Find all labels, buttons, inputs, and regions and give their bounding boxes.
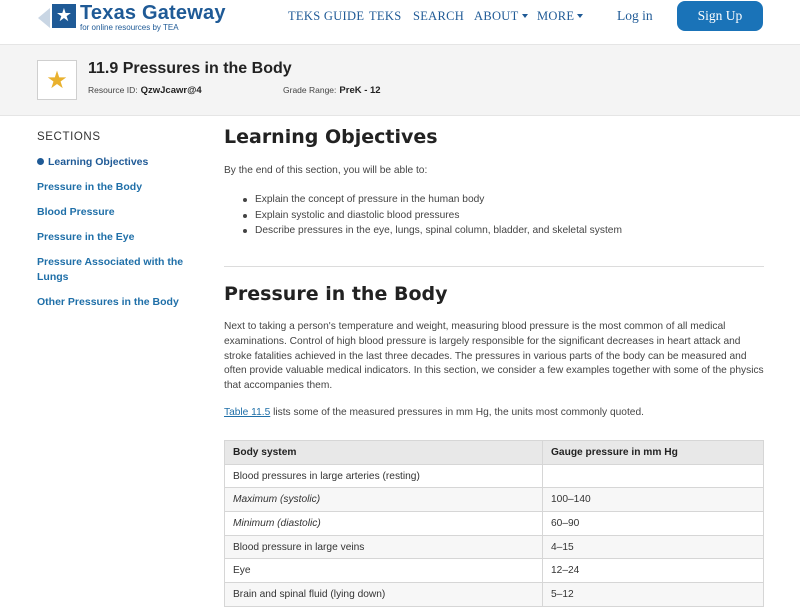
sidebar-item-other-pressures[interactable] (37, 295, 197, 310)
signup-button[interactable]: Sign Up (677, 1, 763, 31)
sidebar-item-blood-pressure[interactable] (37, 205, 197, 220)
active-bullet-icon (37, 158, 44, 165)
chevron-down-icon (577, 14, 583, 18)
sidebar-item-label: Pressure in the Body (37, 181, 143, 193)
list-item: Explain the concept of pressure in the human body (255, 192, 795, 208)
chevron-down-icon (522, 14, 528, 18)
sidebar-item-pressure-in-the-eye[interactable] (37, 230, 197, 245)
table-cell-value: 60–90 (543, 512, 764, 536)
top-navigation-bar (0, 0, 800, 44)
table-row (225, 559, 764, 583)
sidebar-item-pressure-lungs[interactable] (37, 255, 192, 285)
nav-label: MORE (537, 9, 575, 23)
table-cell-value: 12–24 (543, 559, 764, 583)
texas-gateway-logo[interactable] (48, 2, 228, 34)
nav-teks[interactable] (369, 9, 401, 24)
table-row (225, 488, 764, 512)
table-reference-text (224, 406, 764, 421)
table-cell-system: Minimum (diastolic) (225, 512, 543, 536)
nav-teks-guide[interactable] (288, 9, 364, 24)
nav-label: ABOUT (474, 9, 519, 23)
table-row (225, 583, 764, 607)
nav-label: SEARCH (413, 9, 465, 23)
nav-about[interactable] (474, 9, 528, 24)
table-cell-system: Blood pressure in large veins (225, 535, 543, 559)
sidebar-item-label: Pressure Associated with the Lungs (37, 256, 184, 283)
star-icon: ★ (55, 5, 73, 26)
favorite-button[interactable] (37, 60, 77, 100)
list-item: Explain systolic and diastolic blood pressures (255, 208, 795, 224)
table-11-5-link[interactable]: Table 11.5 (224, 407, 271, 418)
logo-subtitle: for online resources by TEA (80, 23, 179, 32)
table-row (225, 464, 764, 488)
objectives-list (224, 192, 795, 239)
sidebar-item-label: Other Pressures in the Body (37, 296, 179, 308)
table-cell-system: Brain and spinal fluid (lying down) (225, 583, 543, 607)
sidebar-item-pressure-in-the-body[interactable] (37, 180, 197, 195)
table-reference-rest: lists some of the measured pressures in mm Hg, the units most commonly quoted. (270, 407, 644, 418)
table-cell-value: 4–15 (543, 535, 764, 559)
list-item: Describe pressures in the eye, lungs, spinal column, bladder, and skeletal system (255, 223, 795, 239)
table-cell-value: 5–12 (543, 583, 764, 607)
nav-label: TEKS (369, 9, 402, 23)
resource-id-label: Resource ID: (88, 85, 138, 95)
sections-heading: SECTIONS (37, 131, 101, 143)
objectives-intro: By the end of this section, you will be able to: (224, 165, 428, 176)
grade-range-label: Grade Range: (283, 85, 337, 95)
table-cell-system: Eye (225, 559, 543, 583)
nav-label: TEKS GUIDE (288, 9, 365, 23)
logo-mark (52, 4, 76, 28)
sidebar-item-label: Learning Objectives (48, 156, 149, 168)
pressure-in-body-heading: Pressure in the Body (224, 283, 448, 305)
section-divider (224, 266, 764, 267)
nav-search[interactable] (413, 9, 464, 24)
column-header-body-system: Body system (225, 441, 543, 465)
resource-id (88, 85, 202, 96)
star-icon: ★ (46, 66, 68, 94)
table-cell-value: 100–140 (543, 488, 764, 512)
logo-title: Texas Gateway (80, 2, 226, 24)
logo-flag-shape (38, 8, 50, 28)
nav-more[interactable] (537, 9, 583, 24)
column-header-gauge-pressure: Gauge pressure in mm Hg (543, 441, 764, 465)
learning-objectives-heading: Learning Objectives (224, 126, 438, 148)
table-header-row (225, 441, 764, 465)
resource-title: 11.9 Pressures in the Body (88, 60, 292, 77)
pressure-table (224, 440, 764, 607)
pressure-paragraph: Next to taking a person's temperature and weight, measuring blood pressure is the most common of all medical examinations. Control of high blood pressure is largely responsible for the significant decreases in heart attack and stroke fatalities achieved in the last three decades. The pressures in various parts of the body can be measured and often provide valuable medical indicators. In this section, we consider a few examples together with some of the physics that accompanies them. (224, 321, 764, 392)
grade-range (283, 85, 381, 96)
login-link[interactable]: Log in (617, 8, 653, 23)
table-row (225, 512, 764, 536)
resource-id-value: QzwJcawr@4 (140, 85, 202, 96)
resource-header (0, 44, 800, 116)
sidebar-item-learning-objectives[interactable] (37, 155, 197, 170)
sidebar-item-label: Blood Pressure (37, 206, 115, 218)
sidebar-item-label: Pressure in the Eye (37, 231, 135, 243)
table-cell-system: Maximum (systolic) (225, 488, 543, 512)
grade-range-value: PreK - 12 (339, 85, 381, 96)
table-cell-value (543, 464, 764, 488)
table-cell-system: Blood pressures in large arteries (resting) (225, 464, 543, 488)
table-row (225, 535, 764, 559)
